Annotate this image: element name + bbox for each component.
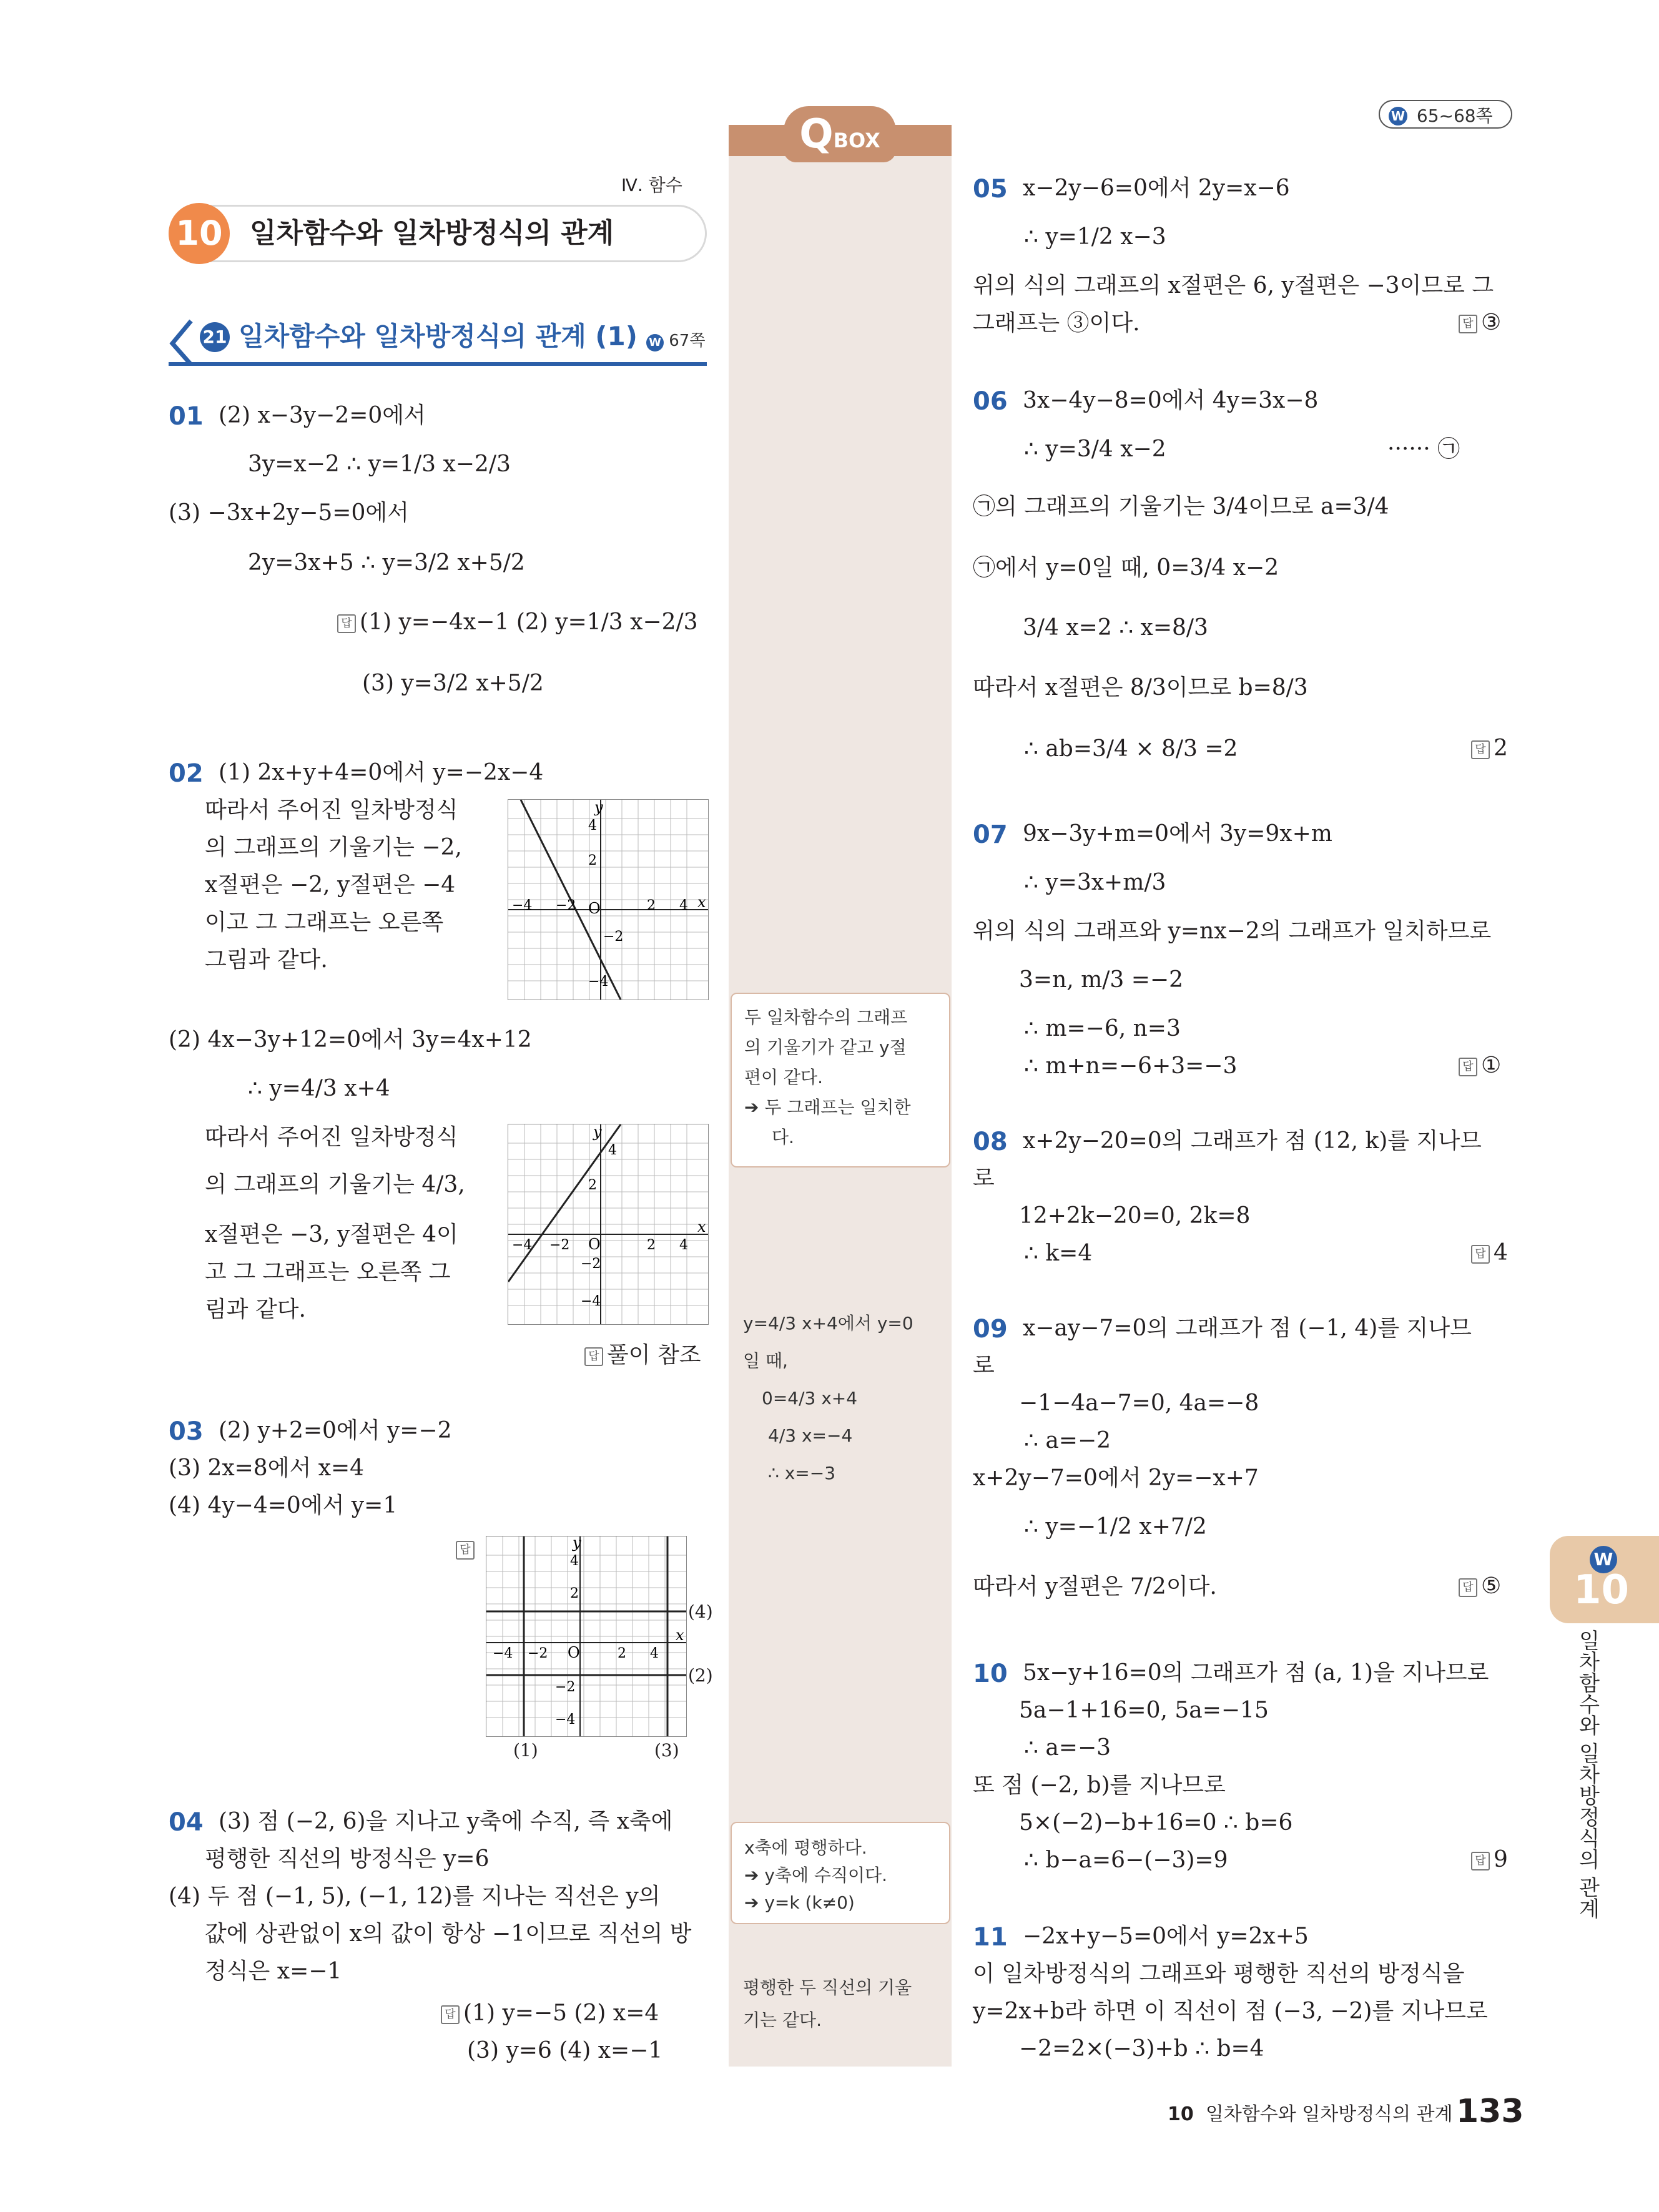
text-line: x절편은 −3, y절편은 4이	[205, 1222, 458, 1247]
text-line: 5x−y+16=0의 그래프가 점 (a, 1)을 지나므로	[1023, 1660, 1489, 1686]
tick-label: −4	[493, 1646, 513, 1661]
tick-label: 2	[618, 1646, 626, 1661]
chapter-side-tab	[1550, 1536, 1659, 1623]
text-line: y=2x+b라 하면 이 직선이 점 (−3, −2)를 지나므로	[973, 1998, 1488, 2024]
tick-label: −2	[603, 929, 624, 945]
text-line: x절편은 −2, y절편은 −4	[205, 872, 456, 898]
tick-label: 2	[647, 1237, 656, 1253]
answer: 답 ③	[1459, 310, 1501, 335]
qbox-logo: QBOX	[784, 106, 896, 162]
problem-number: 06	[973, 387, 1008, 416]
text-line: (2) y+2=0에서 y=−2	[219, 1418, 452, 1443]
answer-icon: 답	[456, 1541, 475, 1560]
text-line: 고 그 그래프는 오른쪽 그	[205, 1259, 451, 1285]
tick-label: 4	[588, 818, 597, 833]
graph-label: (3)	[654, 1740, 679, 1761]
answer: (3) y=6 (4) x=−1	[467, 2038, 663, 2063]
text-line: (3) −3x+2y−5=0에서	[169, 500, 409, 526]
problem-number: 05	[973, 175, 1008, 204]
text-line: ∴ ab=3/4 × 8/3 =2	[1024, 736, 1238, 762]
qbox-note-3: x축에 평행하다. ➔ y축에 수직이다. ➔ y=k (k≠0)	[731, 1822, 950, 1924]
text-line: 의 그래프의 기울기는 4/3,	[205, 1172, 465, 1197]
text-line: ㉠의 그래프의 기울기는 3/4이므로 a=3/4	[973, 494, 1389, 519]
chapter-number: 10	[169, 203, 230, 264]
text-line: 값에 상관없이 x의 값이 항상 −1이므로 직선의 방	[205, 1921, 692, 1947]
answer-icon: 답	[584, 1347, 603, 1366]
text-line: ······ ㉠	[1387, 436, 1460, 462]
text-line: (4) 4y−4=0에서 y=1	[169, 1493, 398, 1518]
text-line: −2=2×(−3)+b ∴ b=4	[1019, 2036, 1264, 2062]
text-line: 의 그래프의 기울기는 −2,	[205, 835, 462, 860]
axis-label: y	[594, 799, 603, 816]
tick-label: −2	[556, 898, 576, 913]
tick-label: −4	[555, 1712, 576, 1728]
text-line: 그림과 같다.	[205, 947, 328, 973]
axis-label: y	[573, 1536, 581, 1551]
text-line: ∴ y=3/4 x−2	[1024, 436, 1166, 462]
text-line: x−2y−6=0에서 2y=x−6	[1023, 175, 1290, 201]
qbox-note-1: 두 일차함수의 그래프 의 기울기가 같고 y절 편이 같다. ➔ 두 그래프는 일치한 다.	[731, 993, 950, 1167]
answer-icon: 답	[1471, 740, 1490, 759]
side-tab-text: 일차함수와 일차방정식의 관계	[1575, 1630, 1600, 1919]
workbook-icon: W	[1389, 107, 1407, 125]
text-line: 위의 식의 그래프의 x절편은 6, y절편은 −3이므로 그	[973, 273, 1494, 298]
chevron-left-icon	[169, 318, 194, 362]
text-line: 따라서 주어진 일차방정식	[205, 797, 458, 823]
answer: 답 ⑤	[1459, 1573, 1501, 1599]
text-line: 따라서 y절편은 7/2이다.	[973, 1574, 1217, 1600]
text-line: −2x+y−5=0에서 y=2x+5	[1023, 1924, 1309, 1949]
text-line: ∴ m=−6, n=3	[1024, 1016, 1181, 1041]
axis-label: O	[568, 1644, 580, 1661]
page-ref-badge: W 65~68쪽	[1379, 100, 1512, 129]
text-line: (3) 2x=8에서 x=4	[169, 1455, 365, 1481]
text-line: 평행한 직선의 방정식은 y=6	[205, 1846, 490, 1872]
section-path: Ⅳ. 함수	[621, 175, 682, 195]
graph-lines-3	[486, 1536, 687, 1737]
footer-chapter: 10 일차함수와 일차방정식의 관계	[1168, 2103, 1453, 2125]
text-line: ∴ a=−3	[1024, 1735, 1111, 1761]
tick-label: −2	[549, 1237, 570, 1253]
answer: 답 풀이 참조	[584, 1337, 701, 1369]
answer: 답 4	[1471, 1240, 1508, 1266]
answer: 답 2	[1471, 735, 1508, 761]
side-tab-number: 10	[1573, 1567, 1630, 1613]
tick-label: 2	[647, 898, 656, 913]
tick-label: −2	[581, 1256, 601, 1272]
graph-label: (1)	[513, 1740, 538, 1761]
tick-label: 4	[650, 1646, 659, 1661]
problem-number: 11	[973, 1923, 1008, 1952]
tick-label: 2	[588, 853, 597, 868]
axis-label: x	[697, 1218, 706, 1236]
answer-icon: 답	[1459, 1578, 1477, 1597]
text-line: ∴ y=4/3 x+4	[248, 1076, 390, 1101]
answer-icon: 답	[1459, 315, 1477, 333]
axis-label: O	[588, 900, 601, 917]
problem-number: 07	[973, 820, 1008, 849]
tick-label: 4	[608, 1143, 617, 1158]
text-line: 또 점 (−2, b)를 지나므로	[973, 1772, 1226, 1798]
tick-label: 4	[679, 1237, 688, 1253]
text-line: 3y=x−2 ∴ y=1/3 x−2/3	[248, 451, 511, 477]
problem-number: 04	[169, 1808, 204, 1837]
tick-label: −4	[581, 1294, 601, 1309]
text-line: 12+2k−20=0, 2k=8	[1019, 1203, 1251, 1229]
answer-icon: 답	[1471, 1852, 1490, 1870]
answer-icon: 답	[1459, 1058, 1477, 1076]
tick-label: 2	[570, 1586, 579, 1601]
text-line: 3/4 x=2 ∴ x=8/3	[1023, 615, 1208, 641]
text-line: 따라서 주어진 일차방정식	[205, 1124, 458, 1150]
tick-label: −4	[588, 974, 609, 990]
text-line: 3=n, m/3 =−2	[1019, 967, 1183, 993]
tick-label: −2	[555, 1679, 576, 1695]
workbook-icon: W	[1590, 1546, 1617, 1573]
text-line: x+2y−20=0의 그래프가 점 (12, k)를 지나므	[1023, 1128, 1482, 1154]
problem-number: 08	[973, 1128, 1008, 1156]
text-line: −1−4a−7=0, 4a=−8	[1019, 1390, 1259, 1416]
text-line: 5a−1+16=0, 5a=−15	[1019, 1698, 1269, 1723]
problem-number: 09	[973, 1315, 1008, 1344]
tick-label: −4	[512, 1237, 533, 1253]
text-line: (1) 2x+y+4=0에서 y=−2x−4	[219, 760, 544, 785]
subchapter-ref: W 67쪽	[646, 327, 705, 355]
subchapter-title: 일차함수와 일차방정식의 관계 (1)	[239, 321, 638, 351]
tick-label: 4	[570, 1553, 579, 1569]
axis-label: O	[588, 1236, 601, 1253]
text-line: 5×(−2)−b+16=0 ∴ b=6	[1019, 1810, 1293, 1836]
answer-icon: 답	[1471, 1245, 1490, 1264]
text-line: (2) x−3y−2=0에서	[219, 403, 426, 428]
text-line: x+2y−7=0에서 2y=−x+7	[973, 1465, 1259, 1491]
text-line: 이고 그 그래프는 오른쪽	[205, 910, 444, 935]
axis-label: y	[593, 1124, 602, 1141]
text-line: ∴ y=1/2 x−3	[1024, 224, 1166, 250]
text-line: 따라서 x절편은 8/3이므로 b=8/3	[973, 675, 1308, 700]
text-line: x−ay−7=0의 그래프가 점 (−1, 4)를 지나므	[1023, 1315, 1472, 1341]
text-line: 정식은 x=−1	[205, 1959, 342, 1984]
text-line: 위의 식의 그래프와 y=nx−2의 그래프가 일치하므로	[973, 918, 1492, 944]
subchapter-underline	[169, 362, 707, 366]
problem-number: 03	[169, 1417, 204, 1446]
chapter-title: 일차함수와 일차방정식의 관계	[250, 217, 614, 249]
answer-icon: 답	[337, 614, 356, 633]
text-line: (2) 4x−3y+12=0에서 3y=4x+12	[169, 1027, 532, 1053]
answer-icon: 답	[441, 2005, 460, 2024]
text-line: 림과 같다.	[205, 1297, 306, 1322]
text-line: 2y=3x+5 ∴ y=3/2 x+5/2	[248, 550, 525, 576]
text-line: (3) 점 (−2, 6)을 지나고 y축에 수직, 즉 x축에	[219, 1809, 673, 1834]
text-line: 로	[973, 1353, 995, 1379]
page-number: 133	[1456, 2093, 1524, 2130]
answer: 답 (1) y=−5 (2) x=4	[441, 2000, 659, 2026]
tick-label: −4	[512, 898, 533, 913]
text-line: ∴ b−a=6−(−3)=9	[1024, 1847, 1228, 1873]
problem-number: 10	[973, 1659, 1008, 1688]
text-line: 9x−3y+m=0에서 3y=9x+m	[1023, 821, 1332, 847]
problem-number: 02	[169, 759, 204, 788]
tick-label: −2	[528, 1646, 548, 1661]
answer	[456, 1536, 478, 1561]
answer: (3) y=3/2 x+5/2	[362, 671, 544, 696]
graph-label: (2)	[688, 1665, 713, 1686]
text-line: ㉠에서 y=0일 때, 0=3/4 x−2	[973, 555, 1279, 581]
text-line: (4) 두 점 (−1, 5), (−1, 12)를 지나는 직선은 y의	[169, 1884, 661, 1909]
axis-label: x	[676, 1626, 684, 1644]
qbox-note-2: y=4/3 x+4에서 y=0 일 때, 0=4/3 x+4 4/3 x=−4 ∴ x=−3	[743, 1313, 913, 1483]
text-line: ∴ m+n=−6+3=−3	[1024, 1053, 1238, 1079]
text-line: ∴ a=−2	[1024, 1428, 1111, 1453]
graph-line-2	[508, 1124, 709, 1325]
text-line: ∴ y=3x+m/3	[1024, 870, 1166, 895]
text-line: ∴ k=4	[1024, 1241, 1093, 1266]
workbook-icon: W	[646, 334, 664, 351]
graph-label: (4)	[688, 1601, 713, 1622]
subchapter-number: 21	[200, 322, 230, 352]
answer: 답 9	[1471, 1847, 1508, 1872]
answer: 답 ①	[1459, 1053, 1501, 1078]
text-line: 그래프는 ③이다.	[973, 310, 1140, 336]
text-line: 로	[973, 1166, 995, 1191]
graph-line-1	[508, 799, 709, 1000]
text-line: ∴ y=−1/2 x+7/2	[1024, 1514, 1207, 1540]
text-line: 3x−4y−8=0에서 4y=3x−8	[1023, 388, 1319, 413]
tick-label: 4	[679, 898, 688, 913]
tick-label: 2	[588, 1177, 597, 1193]
problem-number: 01	[169, 402, 204, 431]
axis-label: x	[697, 893, 706, 911]
answer: 답 (1) y=−4x−1 (2) y=1/3 x−2/3	[337, 609, 698, 635]
text-line: 이 일차방정식의 그래프와 평행한 직선의 방정식을	[973, 1961, 1465, 1987]
qbox-note-4: 평행한 두 직선의 기울 기는 같다.	[743, 1977, 912, 2030]
